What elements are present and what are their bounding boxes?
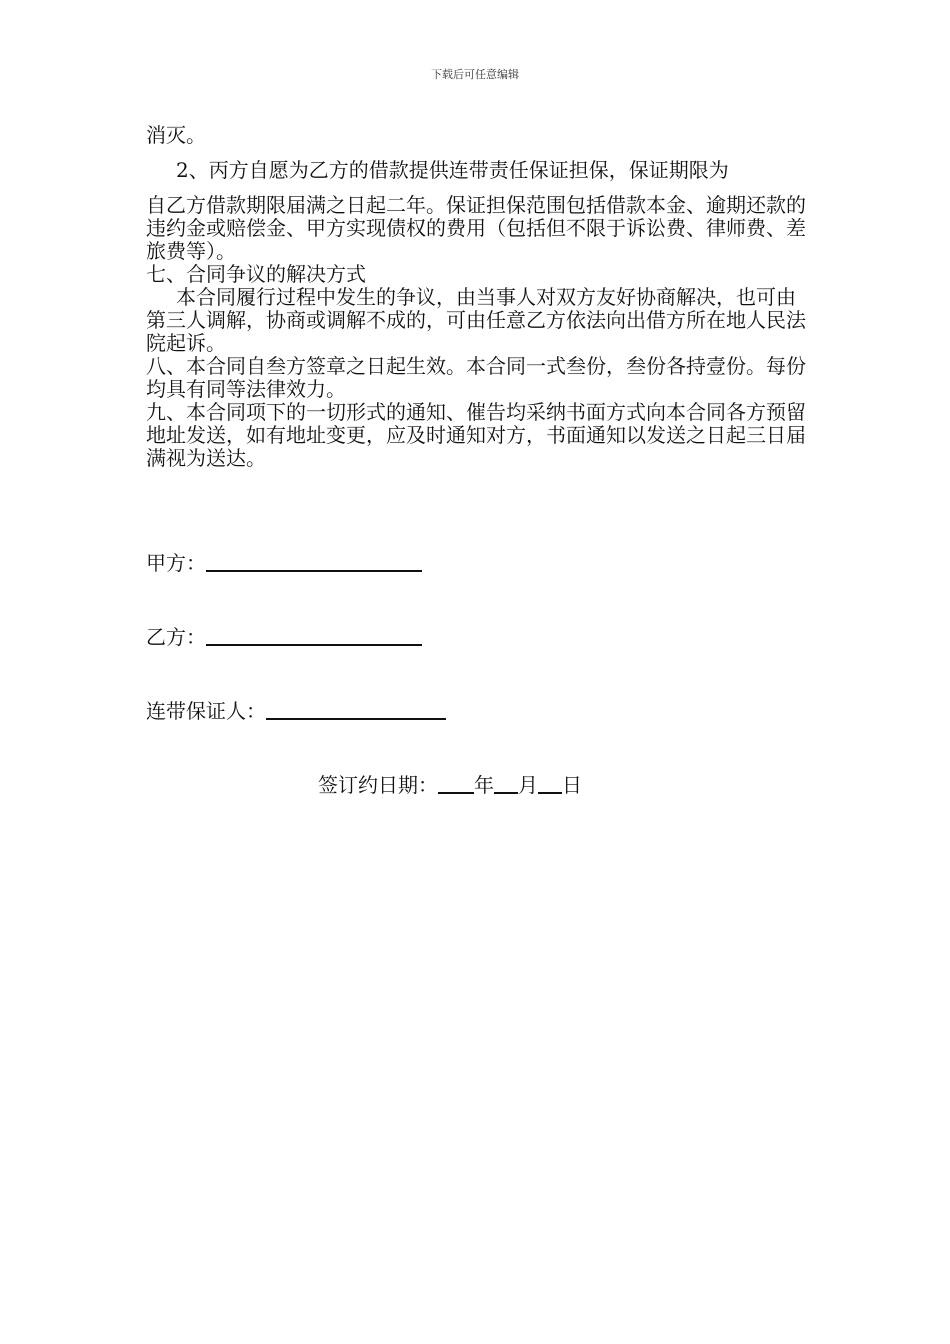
guarantor-signature-line[interactable]	[266, 698, 446, 720]
year-label: 年	[474, 773, 494, 797]
date-label: 签订约日期：	[318, 773, 438, 797]
day-label: 日	[562, 773, 582, 797]
signing-date	[318, 772, 582, 797]
month-label: 月	[518, 773, 538, 797]
section-8-text: 八、本合同自叁方签章之日起生效。本合同一式叁份，叁份各持壹份。每份均具有同等法律效力。	[146, 354, 806, 401]
day-blank[interactable]	[538, 772, 562, 794]
contract-body	[146, 124, 806, 470]
guarantor-signature	[146, 698, 446, 723]
party-a-signature	[146, 550, 422, 575]
clause-2-rest: 自乙方借款期限届满之日起二年。保证担保范围包括借款本金、逾期还款的违约金或赔偿金、甲方实现债权的费用（包括但不限于诉讼费、律师费、差旅费等）。	[146, 193, 806, 263]
party-b-signature-line[interactable]	[206, 624, 422, 646]
section-7-text: 本合同履行过程中发生的争议，由当事人对双方友好协商解决，也可由第三人调解，协商或调解不成的，可由任意乙方依法向出借方所在地人民法院起诉。	[146, 285, 806, 355]
section-9-text: 九、本合同项下的一切形式的通知、催告均采纳书面方式向本合同各方预留地址发送，如有地址变更，应及时通知对方，书面通知以发送之日起三日届满视为送达。	[146, 400, 806, 470]
party-a-signature-line[interactable]	[206, 550, 422, 572]
section-7-title: 七、合同争议的解决方式	[146, 262, 366, 286]
month-blank[interactable]	[494, 772, 518, 794]
party-b-signature	[146, 624, 422, 649]
clause-2-first-line: 2、丙方自愿为乙方的借款提供连带责任保证担保，保证期限为	[176, 158, 729, 182]
party-b-label: 乙方：	[146, 625, 206, 649]
page-header: 下载后可任意编辑	[431, 68, 519, 81]
continuation-line: 消灭。	[146, 123, 206, 147]
party-a-label: 甲方：	[146, 551, 206, 575]
guarantor-label: 连带保证人：	[146, 699, 266, 723]
year-blank[interactable]	[438, 772, 474, 794]
